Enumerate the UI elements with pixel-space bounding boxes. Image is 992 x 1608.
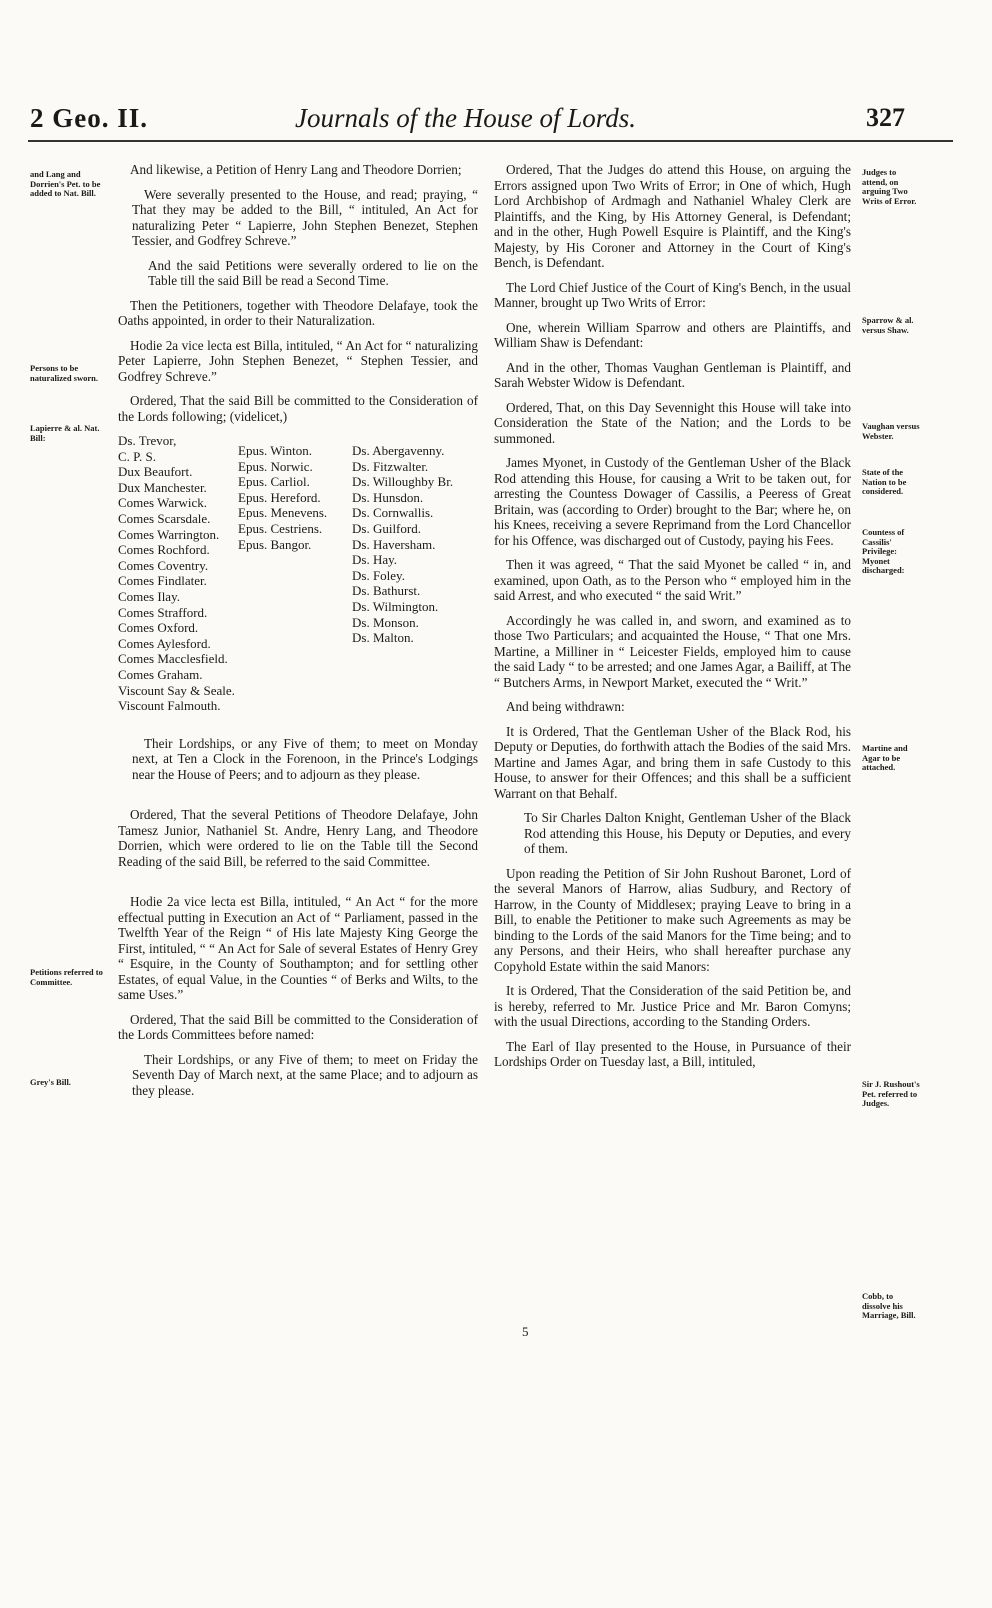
committee-lord: Comes Warrington.: [118, 526, 220, 542]
paragraph: Upon reading the Petition of Sir John Rushout Baronet, Lord of the several Manors of Harrow, alias Sudbury, and Rectory of Harrow, in the County of Middlesex; praying Leave to bring in a Bill, to enable the Petitioner to make such Agreements as may be binding to the Lords of the said Manors for the Time being; and to any Persons, and their Heirs, who shall hereafter purchase any Copyhold Estate within the said Manors:: [494, 865, 851, 974]
committee-lord: Ds. Bathurst.: [352, 583, 421, 599]
paragraph: Then the Petitioners, together with Theodore Delafaye, took the Oaths appointed, in order to their Naturalization.: [118, 297, 478, 328]
margin-note: State of the Nation to be considered.: [862, 467, 907, 496]
margin-note: Grey's Bill.: [30, 1077, 71, 1087]
paragraph: To Sir Charles Dalton Knight, Gentleman Usher of the Black Rod attending this House, his Deputy or Deputies, and every of them.: [524, 810, 851, 856]
committee-lord: Ds. Hay.: [352, 552, 398, 568]
committee-lord: Comes Strafford.: [118, 604, 208, 620]
paragraph: The Earl of Ilay presented to the House, in Pursuance of their Lordships Order on Tuesday last, a Bill, intituled,: [494, 1038, 851, 1069]
committee-lord: Epus. Carliol.: [238, 474, 310, 490]
committee-lord: Dux Manchester.: [118, 479, 207, 495]
committee-lord: Ds. Guilford.: [352, 520, 421, 536]
paragraph: One, wherein William Sparrow and others are Plaintiffs, and William Shaw is Defendant:: [494, 319, 851, 350]
paragraph: Then it was agreed, “ That the said Myonet be called “ in, and examined, upon Oath, as to the Person who “ employed him in the said Arrest, and who executed “ the said Writ.”: [494, 557, 851, 603]
margin-note: and Lang and Dorrien's Pet. to be added to Nat. Bill.: [30, 169, 101, 198]
paragraph: Hodie 2a vice lecta est Billa, intituled, “ An Act for “ naturalizing Peter Lapierre, John Stephen Benezet, “ Stephen Tessier, and Godfrey Schreve.”: [118, 337, 478, 384]
paragraph: Their Lordships, or any Five of them; to meet on Friday the Seventh Day of March next, at the same Place; and to adjourn as they please.: [132, 1051, 478, 1098]
margin-note: Vaughan versus Webster.: [862, 421, 920, 441]
paragraph: And likewise, a Petition of Henry Lang and Theodore Dorrien;: [130, 162, 462, 177]
committee-lord: Viscount Falmouth.: [118, 698, 221, 714]
paragraph: Ordered, That the said Bill be committed to the Consideration of the Lords Committees before named:: [118, 1011, 478, 1043]
margin-note: Persons to be naturalized sworn.: [30, 363, 98, 383]
paragraph: Ordered, That, on this Day Sevennight this House will take into Consideration the State of the Nation; and the Lords to be summoned.: [494, 399, 851, 446]
committee-lord: Ds. Willoughby Br.: [352, 474, 454, 490]
committee-lord: Epus. Cestriens.: [238, 520, 323, 536]
committee-lord: Comes Aylesford.: [118, 635, 211, 651]
margin-note: Countess of Cassilis' Privilege: Myonet discharged:: [862, 527, 905, 575]
paragraph: Hodie 2a vice lecta est Billa, intituled, “ An Act “ for the more effectual putting in Execution an Act of “ Parliament, passed in the Twelfth Year of the Reign “ of His late Majesty King George the First, intituled, “ “ An Act for Sale of several Estates of Henry Grey “ Esquire, in the County of Southampton; and for settling other Estates, of equal Value, in the Counties “ of Berks and Wilts, to the same Uses.”: [118, 894, 478, 1003]
paragraph: Ordered, That the several Petitions of Theodore Delafaye, John Tamesz Junior, Nathaniel St. Andre, Henry Lang, and Theodore Dorrien, which were ordered to lie on the Table till the Second Reading of the said Bill, be referred to the said Committee.: [118, 807, 478, 869]
committee-lord: Comes Scarsdale.: [118, 510, 211, 526]
committee-lord: Epus. Hereford.: [238, 489, 321, 505]
margin-note: Sparrow & al. versus Shaw.: [862, 315, 914, 335]
committee-lord: Comes Coventry.: [118, 557, 209, 573]
margin-note: Judges to attend, on arguing Two Writs of Error.: [862, 167, 917, 206]
committee-lord: Comes Ilay.: [118, 588, 180, 604]
journal-title: Journals of the House of Lords.: [295, 103, 637, 133]
right-column: [494, 162, 851, 1079]
paragraph: Were severally presented to the House, and read; praying, “ That they may be added to the Bill, “ intituled, An Act for naturalizing Peter “ Lapierre, John Stephen Benezet, Stephen Tessier, and Godfrey Schreve.”: [132, 186, 478, 248]
lords-column-barons: [352, 433, 470, 714]
paragraph: The Lord Chief Justice of the Court of King's Bench, in the usual Manner, brought up Two Writs of Error:: [494, 279, 851, 310]
committee-lord: Comes Rochford.: [118, 542, 210, 558]
committee-lord: Dux Beaufort.: [118, 464, 193, 480]
committee-lord: Comes Warwick.: [118, 495, 207, 511]
paragraph: It is Ordered, That the Gentleman Usher of the Black Rod, his Deputy or Deputies, do forthwith attach the Bodies of the said Mrs. Martine and James Agar, and bring them in safe Custody to this House, to answer for their Offences; and this shall be a sufficient Warrant on that Behalf.: [494, 723, 851, 801]
paragraph: Ordered, That the Judges do attend this House, on arguing the Errors assigned upon Two Writs of Error; in One of which, Hugh Lord Archbishop of Ardmagh and Nathaniel Whaley Clerk are Plaintiffs, and the King, by His Attorney General, is Defendant; and in the other, Hugh Powell Esquire is Plaintiff, and the King's Majesty, by His Coroner and Attorney in the Court of King's Bench, is Defendant.: [494, 162, 851, 270]
paragraph: And in the other, Thomas Vaughan Gentleman is Plaintiff, and Sarah Webster Widow is Defendant.: [494, 359, 851, 390]
committee-lord: Epus. Winton.: [238, 443, 312, 458]
paragraph: It is Ordered, That the Consideration of the said Petition be, and is hereby, referred to Mr. Justice Price and Mr. Baron Comyns; with the usual Directions, according to the Standing Orders.: [494, 983, 851, 1029]
committee-lord: C. P. S.: [118, 448, 156, 464]
committee-lord: Ds. Abergavenny.: [352, 443, 445, 458]
paragraph: And being withdrawn:: [506, 699, 625, 714]
committee-lord: Ds. Foley.: [352, 567, 405, 583]
committee-lord: Ds. Hunsdon.: [352, 489, 424, 505]
committee-lord: Epus. Menevens.: [238, 505, 328, 521]
paragraph: Their Lordships, or any Five of them; to meet on Monday next, at Ten a Clock in the Forenoon, in the Prince's Lodgings near the House of Peers; and to adjourn as they please.: [132, 735, 478, 782]
committee-lord: Comes Graham.: [118, 666, 203, 682]
lords-column-temporal: [118, 433, 236, 714]
committee-lord: Comes Oxford.: [118, 620, 199, 636]
committee-lord: Ds. Haversham.: [352, 536, 436, 552]
margin-note: Martine and Agar to be attached.: [862, 743, 908, 772]
paragraph: Ordered, That the said Bill be committed to the Consideration of the Lords following; (videlicet,): [118, 393, 478, 424]
paragraph: And the said Petitions were severally ordered to lie on the Table till the said Bill be read a Second Time.: [148, 257, 478, 288]
header-rule: [28, 140, 953, 142]
margin-note: Lapierre & al. Nat. Bill:: [30, 423, 100, 443]
margin-note: Cobb, to dissolve his Marriage, Bill.: [862, 1291, 916, 1320]
paragraph: James Myonet, in Custody of the Gentleman Usher of the Black Rod attending this House, for causing a Writ to be taken out, for arresting the Countess Dowager of Cassilis, a Peeress of Great Britain, was (according to Order) brought to the Bar; where he, on his Knees, receiving a severe Reprimand from the Lord Chancellor for his Offence, was discharged out of Custody, paying his Fees.: [494, 455, 851, 548]
margin-note: Petitions referred to Committee.: [30, 967, 103, 987]
lords-column-bishops: [238, 433, 350, 714]
committee-lord: Ds. Fitzwalter.: [352, 458, 429, 474]
committee-lord: Comes Findlater.: [118, 573, 207, 589]
committee-lord: Viscount Say & Seale.: [118, 682, 235, 698]
reign-header: 2 Geo. II.: [30, 103, 148, 133]
left-column: [118, 162, 478, 1107]
committee-lords-list: [118, 433, 478, 714]
committee-lord: Ds. Cornwallis.: [352, 505, 434, 521]
committee-lord: Epus. Bangor.: [238, 536, 312, 552]
signature-mark: 5: [522, 1324, 529, 1339]
margin-note: Sir J. Rushout's Pet. referred to Judges.: [862, 1079, 920, 1108]
paragraph: Accordingly he was called in, and sworn, and examined as to those Two Particulars; and acquainted the House, “ That one Mrs. Martine, a Milliner in “ Leicester Fields, employed him to cause the said Lady “ to be arrested; and one James Agar, a Bailiff, at The “ Butchers Arms, in Newport Market, executed the “ Writ.”: [494, 612, 851, 690]
committee-lord: Epus. Norwic.: [238, 458, 313, 474]
committee-lord: Ds. Trevor,: [118, 433, 177, 448]
committee-lord: Ds. Malton.: [352, 630, 414, 646]
committee-lord: Comes Macclesfield.: [118, 651, 228, 667]
committee-lord: Ds. Wilmington.: [352, 598, 439, 614]
page-number: 327: [866, 103, 905, 132]
committee-lord: Ds. Monson.: [352, 614, 419, 630]
